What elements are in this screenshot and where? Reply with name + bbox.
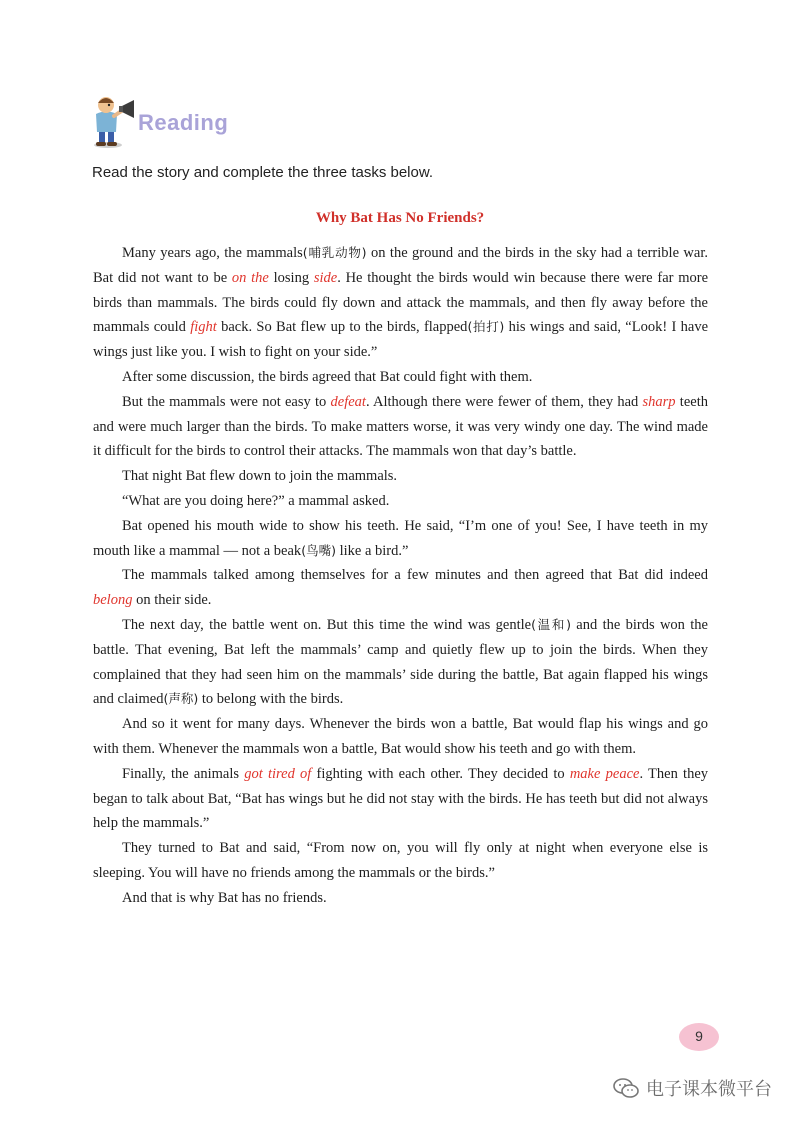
chinese-gloss: (温和) [531, 616, 571, 632]
story-paragraph [93, 886, 708, 911]
page-number: 9 [695, 1028, 703, 1044]
story-text: “What are you doing here?” a mammal asked. [122, 492, 390, 509]
vocab-keyword: make peace [569, 765, 640, 782]
chinese-gloss: (鸟嘴) [301, 542, 336, 558]
story-paragraph [93, 390, 708, 464]
watermark-text: 电子课本微平台 [646, 1079, 772, 1100]
story-paragraph [93, 365, 708, 390]
vocab-keyword: side [313, 269, 338, 286]
story-text: on their side. [132, 592, 212, 609]
vocab-keyword: belong [93, 592, 133, 609]
story-paragraph [93, 712, 708, 762]
wechat-icon [612, 1077, 640, 1099]
story-text: That night Bat flew down to join the mammals. [122, 468, 398, 485]
story-paragraph [93, 613, 708, 712]
vocab-keyword: sharp [642, 393, 676, 410]
chinese-gloss: (拍打) [467, 319, 505, 335]
story-text: like a bird.” [335, 542, 409, 559]
chinese-gloss: (声称) [163, 691, 199, 707]
story-paragraph [93, 464, 708, 489]
story-text: teeth and were much larger than the birds. To make matters worse, it was very windy one day. The wind made it difficult for the birds to control their attacks. The mammals won that day’s battle. [93, 393, 708, 460]
vocab-keyword: got tired of [244, 765, 312, 782]
story-paragraph [93, 514, 708, 564]
story-text: . Although there were fewer of them, they had [365, 393, 643, 410]
story-text: back. So Bat flew up to the birds, flapped [216, 319, 468, 336]
story-text: They turned to Bat and said, “From now on, you will fly only at night when everyone else is sleeping. You will have no friends among the mammals or the birds.” [93, 840, 708, 881]
mascot-megaphone-icon [88, 92, 136, 148]
story-text: Bat opened his mouth wide to show his teeth. He said, “I’m one of you! See, I have teeth in my mouth like a mammal — not a beak [93, 517, 708, 559]
story-text: fighting with each other. They decided to [311, 765, 570, 782]
watermark [612, 1074, 772, 1102]
story-text: And so it went for many days. Whenever the birds won a battle, Bat would flap his wings and go with them. Whenever the mammals won a battle, Bat would show his teeth and go with them. [93, 716, 708, 757]
story-paragraph [93, 241, 708, 365]
story-text: . He thought the birds would win because there were far more birds than mammals. The birds could fly down and attack the mammals, and then fly away before the mammals could [93, 269, 709, 336]
story-title: Why Bat Has No Friends? [315, 210, 485, 226]
story-text: on the ground and the birds in the sky had a terrible war. Bat did not want to be [93, 245, 708, 286]
page-number-badge [679, 1023, 719, 1051]
chinese-gloss: (哺乳动物) [302, 245, 367, 260]
story-text: But the mammals were not easy to [122, 393, 331, 410]
section-title: Reading [138, 110, 229, 135]
story-text: and the birds won the battle. That evening, Bat left the mammals’ camp and quietly flew up to join the birds. When they complained that they had seen him on the mammals’ side during the battle, Bat again flapped his wings and claimed [93, 616, 708, 708]
story-text: The mammals talked among themselves for a few minutes and then agreed that Bat did indeed [122, 567, 708, 584]
story-text: Many years ago, the mammals [122, 245, 303, 261]
story-text: to belong with the birds. [198, 691, 344, 708]
story-paragraph [93, 762, 708, 836]
section-header [88, 92, 348, 152]
instruction-text: Read the story and complete the three tasks below. [92, 164, 434, 181]
story-paragraph [93, 563, 708, 613]
story-text: . Then they began to talk about Bat, “Bat has wings but he did not stay with the birds. He has teeth but did not always help the mammals.” [93, 765, 709, 832]
story-text: Finally, the animals [122, 765, 245, 782]
vocab-keyword: on the [231, 269, 269, 286]
story-body [93, 241, 708, 911]
vocab-keyword: fight [190, 319, 217, 336]
story-text: After some discussion, the birds agreed that Bat could fight with them. [122, 368, 533, 385]
story-text: The next day, the battle went on. But this time the wind was gentle [122, 616, 532, 633]
story-text: And that is why Bat has no friends. [122, 889, 327, 906]
story-paragraph [93, 836, 708, 886]
story-text: losing [268, 269, 314, 286]
story-paragraph [93, 489, 708, 514]
story-text: his wings and said, “Look! I have wings just like you. I wish to fight on your side.” [93, 319, 709, 361]
vocab-keyword: defeat [330, 393, 366, 410]
